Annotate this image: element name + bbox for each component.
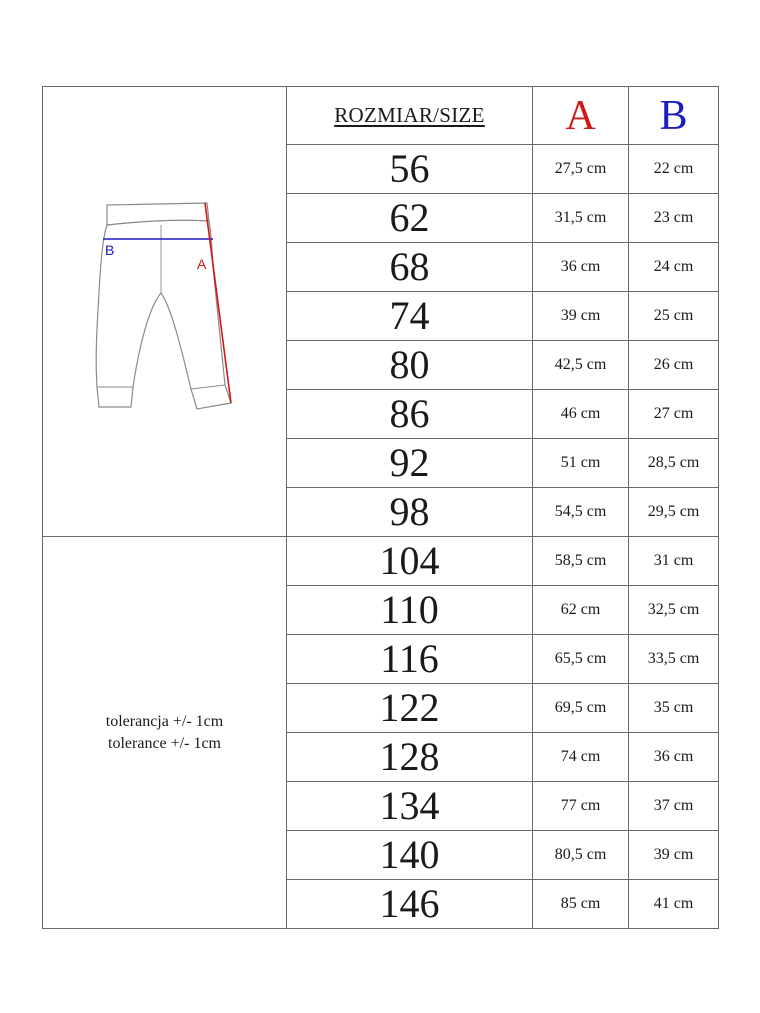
- header-row: [43, 87, 719, 145]
- measurement-b: 32,5 cm: [629, 586, 719, 635]
- measurement-b: 33,5 cm: [629, 635, 719, 684]
- size-value: 140: [287, 831, 533, 880]
- size-value: 116: [287, 635, 533, 684]
- table-row: [43, 537, 719, 586]
- size-value: 122: [287, 684, 533, 733]
- measurement-a: 62 cm: [533, 586, 629, 635]
- pants-diagram-icon: [85, 197, 245, 427]
- measurement-b: 25 cm: [629, 292, 719, 341]
- size-value: 74: [287, 292, 533, 341]
- measurement-a: 39 cm: [533, 292, 629, 341]
- size-value: 56: [287, 145, 533, 194]
- measurement-b: 41 cm: [629, 880, 719, 929]
- measurement-a: 36 cm: [533, 243, 629, 292]
- measurement-b: 39 cm: [629, 831, 719, 880]
- size-value: 104: [287, 537, 533, 586]
- size-header: ROZMIAR/SIZE: [287, 87, 533, 145]
- measurement-b: 37 cm: [629, 782, 719, 831]
- col-a-header: A: [533, 87, 629, 145]
- size-value: 128: [287, 733, 533, 782]
- tolerance-cell: [43, 537, 287, 929]
- size-value: 98: [287, 488, 533, 537]
- tolerance-en-text: tolerance +/- 1cm: [108, 734, 221, 752]
- diagram-cell: [43, 87, 287, 537]
- size-value: 134: [287, 782, 533, 831]
- measurement-a: 80,5 cm: [533, 831, 629, 880]
- measurement-b: 22 cm: [629, 145, 719, 194]
- tolerance-pl-text: tolerancja +/- 1cm: [105, 712, 224, 730]
- measurement-b: 31 cm: [629, 537, 719, 586]
- col-b-header: B: [629, 87, 719, 145]
- measurement-b: 28,5 cm: [629, 439, 719, 488]
- measurement-b: 27 cm: [629, 390, 719, 439]
- measurement-b: 35 cm: [629, 684, 719, 733]
- measurement-a: 27,5 cm: [533, 145, 629, 194]
- measurement-a: 42,5 cm: [533, 341, 629, 390]
- measurement-a: 69,5 cm: [533, 684, 629, 733]
- diagram-label-a: A: [196, 255, 206, 272]
- size-chart-table: [42, 86, 719, 929]
- measurement-a: 77 cm: [533, 782, 629, 831]
- measurement-a: 85 cm: [533, 880, 629, 929]
- diagram-label-b: B: [104, 241, 114, 258]
- size-value: 68: [287, 243, 533, 292]
- measurement-a: 31,5 cm: [533, 194, 629, 243]
- measurement-a: 74 cm: [533, 733, 629, 782]
- measurement-a: 51 cm: [533, 439, 629, 488]
- measurement-a: 54,5 cm: [533, 488, 629, 537]
- size-value: 62: [287, 194, 533, 243]
- size-value: 86: [287, 390, 533, 439]
- size-value: 80: [287, 341, 533, 390]
- measurement-a: 46 cm: [533, 390, 629, 439]
- measurement-a: 58,5 cm: [533, 537, 629, 586]
- size-value: 146: [287, 880, 533, 929]
- measurement-b: 23 cm: [629, 194, 719, 243]
- measurement-b: 24 cm: [629, 243, 719, 292]
- measurement-a: 65,5 cm: [533, 635, 629, 684]
- size-value: 110: [287, 586, 533, 635]
- measurement-b: 26 cm: [629, 341, 719, 390]
- measurement-b: 29,5 cm: [629, 488, 719, 537]
- size-value: 92: [287, 439, 533, 488]
- measurement-b: 36 cm: [629, 733, 719, 782]
